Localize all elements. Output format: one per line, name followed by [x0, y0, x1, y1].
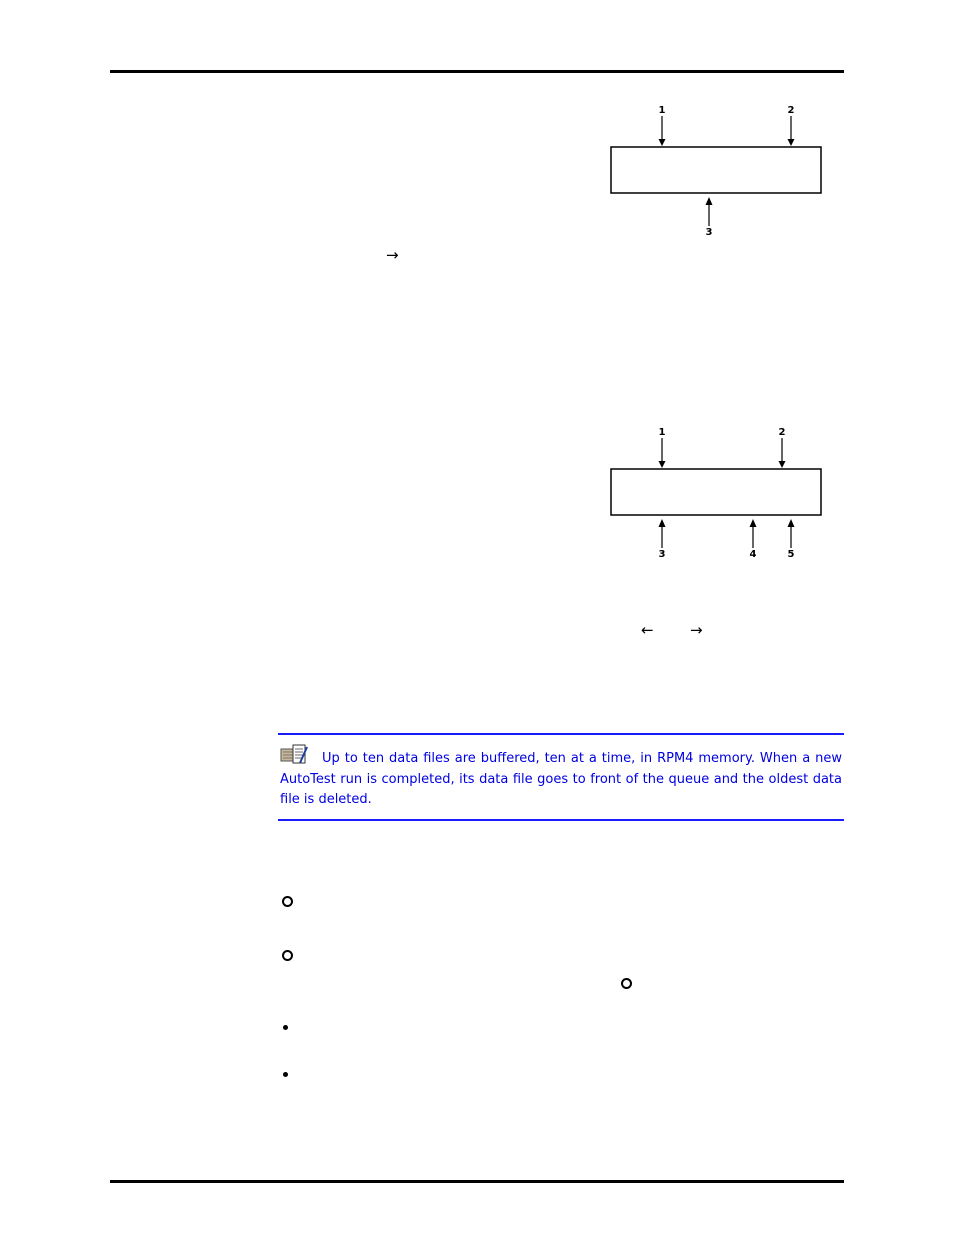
callout-arrowhead-3: [706, 197, 713, 205]
display-diagram-1: [600, 100, 830, 240]
callout-label-2: 2: [778, 427, 786, 438]
display-box: [611, 147, 821, 193]
callout-arrowhead-2: [788, 139, 795, 146]
right-arrow-symbol: →: [690, 621, 703, 639]
callout-arrowhead-1: [659, 139, 666, 146]
note-text: Up to ten data files are buffered, ten at a time, in RPM4 memory. When a new AutoTest run is completed, its data file goes to front of the queue and the oldest data file is deleted.: [280, 751, 842, 807]
display-box: [611, 469, 821, 515]
solid-bullet-icon: [283, 1025, 288, 1030]
callout-label-5: 5: [787, 549, 795, 560]
hollow-bullet-icon: [282, 950, 293, 961]
callout-arrowhead-4: [750, 519, 757, 527]
callout-label-3: 3: [705, 227, 713, 238]
display-diagram-2: [600, 422, 830, 562]
hollow-bullet-icon: [282, 896, 293, 907]
callout-label-3: 3: [658, 549, 666, 560]
callout-arrowhead-5: [788, 519, 795, 527]
note-box: [278, 733, 844, 821]
left-arrow-symbol: ←: [641, 621, 654, 639]
callout-label-4: 4: [749, 549, 757, 560]
right-arrow-symbol: →: [386, 246, 399, 264]
footer-rule: [110, 1180, 844, 1183]
callout-arrowhead-3: [659, 519, 666, 527]
callout-arrowhead-2: [779, 461, 786, 468]
callout-label-2: 2: [787, 105, 795, 116]
header-rule: [110, 70, 844, 73]
callout-label-1: 1: [658, 105, 666, 116]
solid-bullet-icon: [283, 1072, 288, 1077]
hollow-bullet-icon: [621, 978, 632, 989]
callout-label-1: 1: [658, 427, 666, 438]
callout-arrowhead-1: [659, 461, 666, 468]
